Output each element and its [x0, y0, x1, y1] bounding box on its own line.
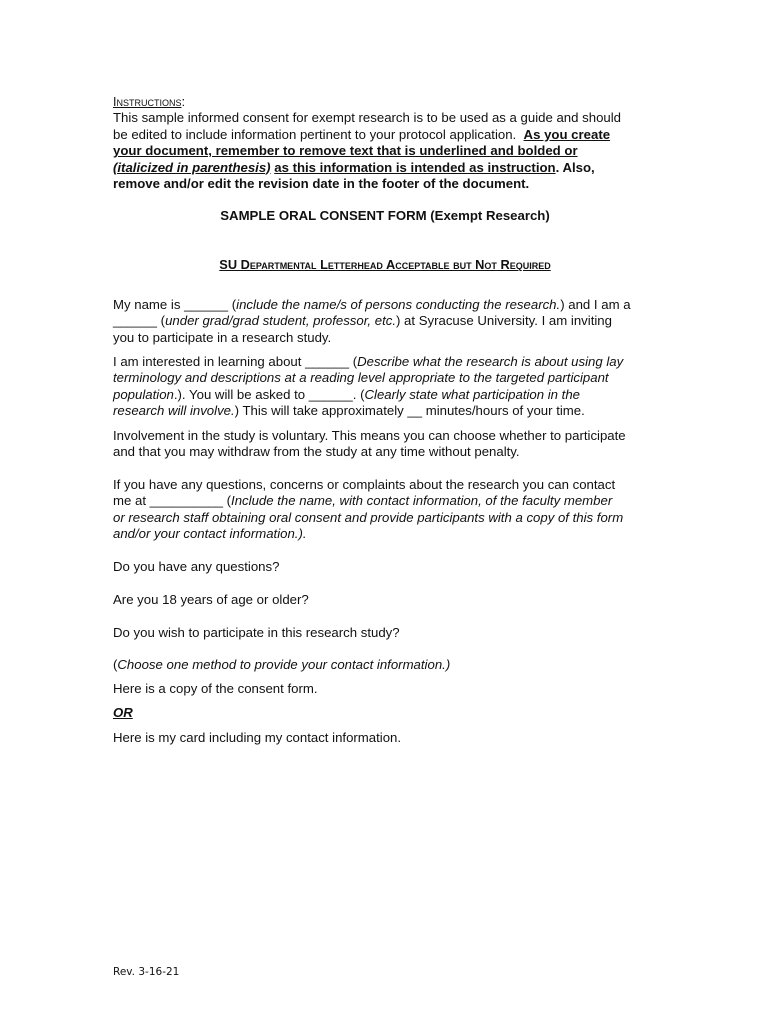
- p1-a: My name is ______ (: [113, 297, 237, 312]
- form-title: SAMPLE ORAL CONSENT FORM (Exempt Research): [220, 208, 550, 223]
- paragraph-voluntary: [113, 428, 663, 461]
- paragraph-contact: [113, 477, 663, 543]
- p2-g: research will involve.: [113, 403, 235, 419]
- p2-e: .). You will be asked to ______. (: [173, 386, 365, 402]
- instructions-line-4b: as this information is intended as instruction: [274, 159, 556, 175]
- p1-d: ______ (: [113, 313, 166, 329]
- instructions-line-5: remove and/or edit the revision date in the footer of the document.: [113, 176, 530, 192]
- p4-b: me at __________ (: [113, 493, 232, 509]
- p3-line-2: and that you may withdraw from the study at any time without penalty.: [113, 444, 520, 460]
- instructions-block: [113, 94, 663, 192]
- p1-e: under grad/grad student, professor, etc.: [165, 313, 396, 329]
- p2-d: population: [113, 386, 174, 402]
- paragraph-introduction: [113, 297, 663, 346]
- p1-f: ) at Syracuse University. I am inviting: [396, 313, 612, 329]
- instructions-line-4a: (italicized in parenthesis): [113, 159, 271, 175]
- instructions-line-2: [113, 127, 663, 143]
- p1-b: include the name/s of persons conducting the research.: [236, 297, 561, 312]
- instructions-line-1: This sample informed consent for exempt research is to be used as a guide and should: [113, 110, 622, 126]
- question-age: Are you 18 years of age or older?: [113, 592, 309, 607]
- p1-line-3: you to participate in a research study.: [113, 329, 332, 345]
- p2-f: Clearly state what participation in the: [364, 386, 581, 402]
- p1-c: ) and I am a: [560, 297, 631, 312]
- letterhead-note: SU Departmental Letterhead Acceptable but Not Required: [219, 257, 551, 272]
- p2-line-2: terminology and descriptions at a reading level appropriate to the targeted participant: [113, 370, 609, 386]
- p2-h: ) This will take approximately __ minutes/hours of your time.: [234, 403, 585, 419]
- instructions-line-4c: . Also,: [555, 159, 595, 175]
- p2-b: Describe what the research is about using lay: [357, 354, 624, 369]
- p4-line-1: If you have any questions, concerns or complaints about the research you can contact: [113, 477, 616, 492]
- p4-line-4: and/or your contact information.).: [113, 526, 307, 542]
- instructions-line-2b: As you create: [523, 126, 611, 142]
- p3-line-1: Involvement in the study is voluntary. This means you can choose whether to participate: [113, 428, 626, 443]
- p1-line-1: [113, 297, 663, 313]
- p4-c: Include the name, with contact information, of the faculty member: [231, 493, 613, 509]
- p2-line-3: [113, 387, 663, 403]
- instructions-heading-line: [113, 94, 663, 110]
- instructions-colon: :: [181, 94, 186, 109]
- p1-line-2: [113, 313, 663, 329]
- p2-line-1: [113, 354, 663, 370]
- copy-of-form-line: Here is a copy of the consent form.: [113, 681, 318, 696]
- contact-method-b: Choose one method to provide your contact information.): [117, 657, 451, 672]
- instructions-line-2a: be edited to include information pertinent to your protocol application.: [113, 126, 517, 142]
- contact-method-a: (: [113, 657, 118, 672]
- instructions-heading: Instructions: [113, 95, 182, 109]
- paragraph-research-description: [113, 354, 663, 420]
- p4-line-2: [113, 493, 663, 509]
- question-any-questions: Do you have any questions?: [113, 559, 280, 574]
- revision-footer: Rev. 3-16-21: [113, 966, 180, 978]
- p4-line-3: or research staff obtaining oral consent and provide participants with a copy of this form: [113, 509, 624, 525]
- p2-line-4: [113, 403, 663, 419]
- card-line: Here is my card including my contact information.: [113, 730, 402, 745]
- or-label: OR: [113, 705, 133, 720]
- instructions-line-4: [113, 160, 663, 176]
- contact-method-note: [113, 657, 663, 673]
- question-participate: Do you wish to participate in this research study?: [113, 625, 400, 640]
- p2-a: I am interested in learning about ______ (: [113, 354, 358, 369]
- instructions-line-3: your document, remember to remove text that is underlined and bolded or: [113, 143, 578, 159]
